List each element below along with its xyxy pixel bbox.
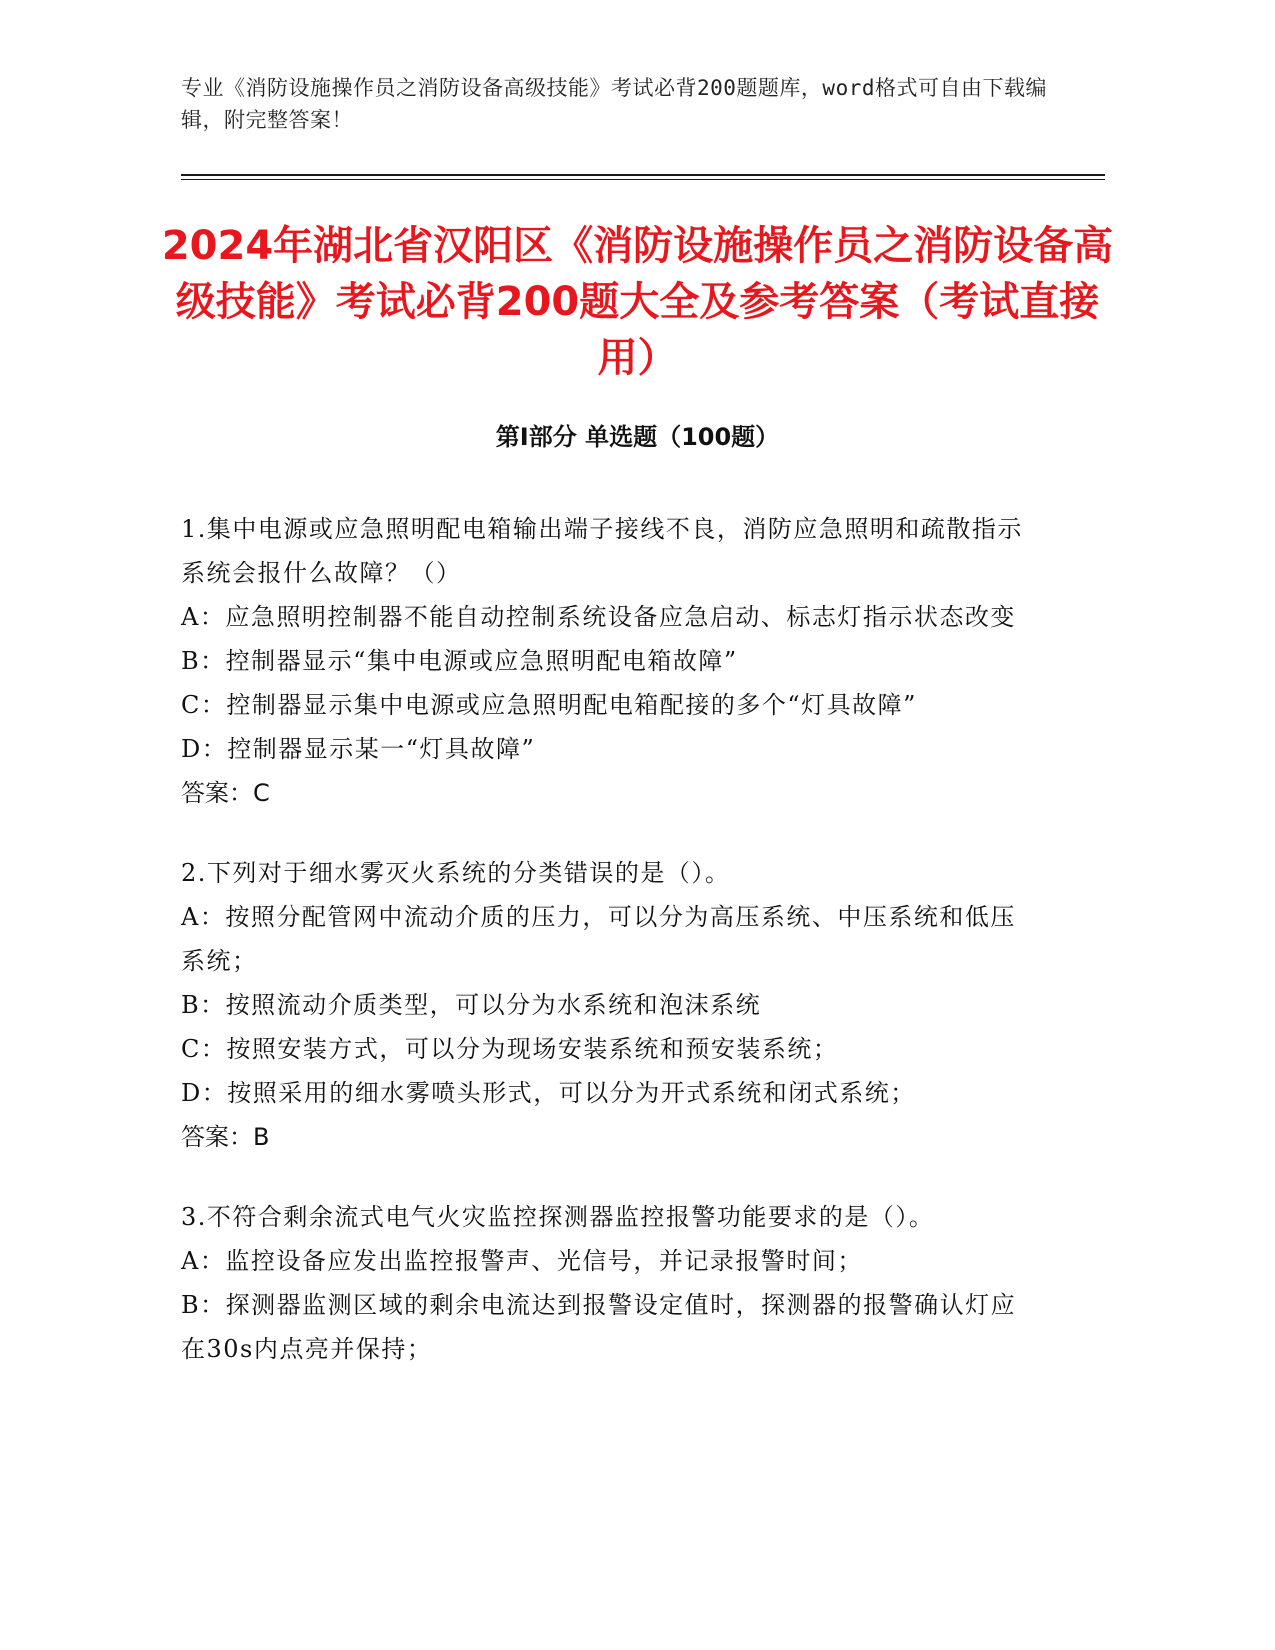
answer: 答案：B [181, 1123, 270, 1151]
header-note: 专业《消防设施操作员之消防设备高级技能》考试必背200题题库，word格式可自由下载编辑，附完整答案！ [181, 76, 1047, 132]
option-b: B：按照流动介质类型，可以分为水系统和泡沫系统 [181, 991, 762, 1019]
question-stem: 3.不符合剩余流式电气火灾监控探测器监控报警功能要求的是（）。 [181, 1203, 935, 1231]
header-divider-thin [181, 179, 1105, 180]
question-3 [181, 1195, 1041, 1371]
header-divider-thick [181, 174, 1105, 176]
question-2 [181, 851, 1041, 1159]
option-c: C：控制器显示集中电源或应急照明配电箱配接的多个“灯具故障” [181, 691, 917, 719]
option-d: D：控制器显示某一“灯具故障” [181, 735, 536, 763]
option-d: D：按照采用的细水雾喷头形式，可以分为开式系统和闭式系统； [181, 1079, 916, 1107]
question-1 [181, 507, 1041, 815]
question-stem: 2.下列对于细水雾灭火系统的分类错误的是（）。 [181, 859, 731, 887]
answer: 答案：C [181, 779, 270, 807]
section-heading: 第I部分 单选题（100题） [495, 423, 780, 451]
document-title: 2024年湖北省汉阳区《消防设施操作员之消防设备高级技能》考试必背200题大全及参考答案（考试直接用） [161, 223, 1114, 381]
option-b: B：探测器监测区域的剩余电流达到报警设定值时，探测器的报警确认灯应在30s内点亮并保持； [181, 1291, 1017, 1363]
option-c: C：按照安装方式，可以分为现场安装系统和预安装系统； [181, 1035, 839, 1063]
option-a: A：监控设备应发出监控报警声、光信号，并记录报警时间； [181, 1247, 863, 1275]
option-a: A：按照分配管网中流动介质的压力，可以分为高压系统、中压系统和低压系统； [181, 903, 1016, 975]
question-list [181, 507, 1041, 1407]
option-b: B：控制器显示“集中电源或应急照明配电箱故障” [181, 647, 738, 675]
option-a: A：应急照明控制器不能自动控制系统设备应急启动、标志灯指示状态改变 [181, 603, 1016, 631]
question-stem: 1.集中电源或应急照明配电箱输出端子接线不良，消防应急照明和疏散指示系统会报什么故障？（） [181, 515, 1023, 587]
